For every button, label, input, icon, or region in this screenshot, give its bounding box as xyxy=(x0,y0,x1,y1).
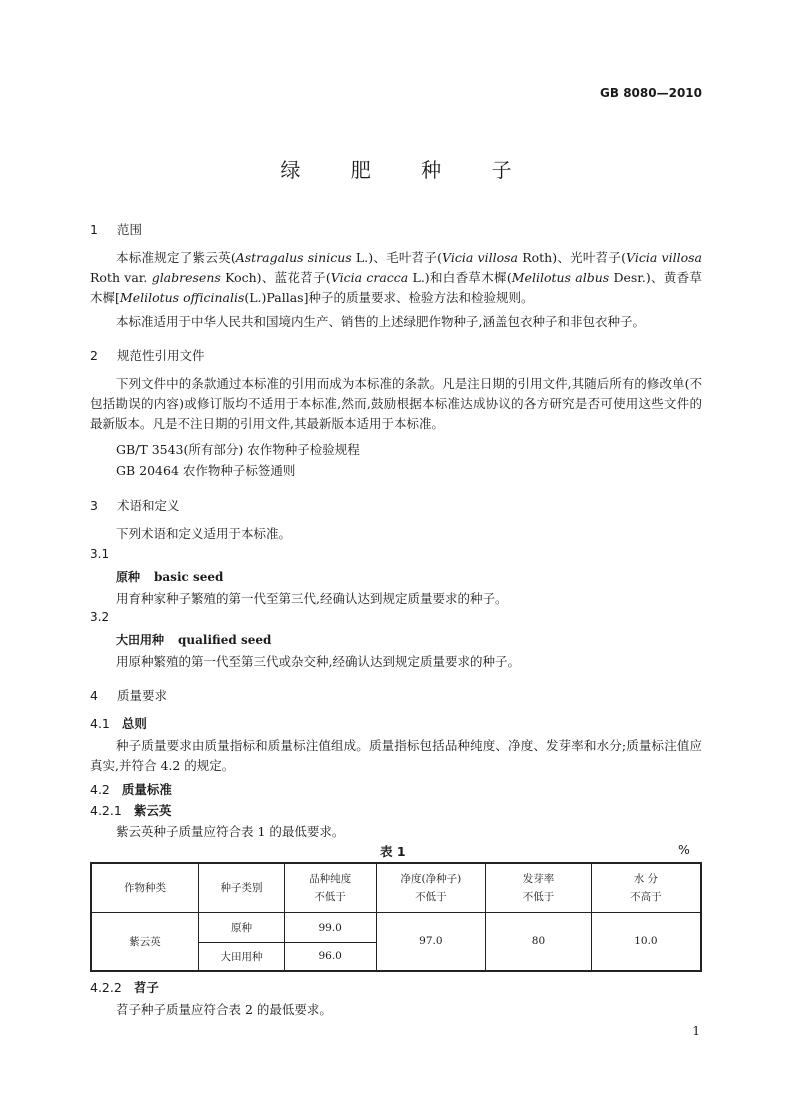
term-2-english: qualified seed xyxy=(178,633,272,647)
cell-cleanliness: 97.0 xyxy=(376,913,486,971)
standard-code: GB 8080—2010 xyxy=(600,86,702,100)
term-1-name xyxy=(116,568,223,585)
normative-reference-2: GB 20464 农作物种子标签通则 xyxy=(116,463,296,478)
term-2-chinese: 大田用种 xyxy=(116,633,165,647)
cell-seed-class: 大田用种 xyxy=(199,943,285,971)
section-1-paragraph-2: 本标准适用于中华人民共和国境内生产、销售的上述绿肥作物种子,涵盖包衣种子和非包衣种子。 xyxy=(116,314,645,329)
subsection-4-1-heading: 4.1 总则 xyxy=(90,716,147,731)
section-3-heading xyxy=(90,496,180,514)
subsection-4-2-1-paragraph: 紫云英种子质量应符合表 1 的最低要求。 xyxy=(116,824,345,839)
section-2-paragraph-1: 下列文件中的条款通过本标准的引用而成为本标准的条款。凡是注日期的引用文件,其随后所有的修改单(不包括勘误的内容)或修订版均不适用于本标准,然而,鼓励根据本标准达成协议的各方研究是否可使用这些文件的最新版本。凡是不注日期的引用文件,其最新版本适用于本标准。 xyxy=(90,376,702,431)
term-1-chinese: 原种 xyxy=(116,570,141,584)
term-1-number: 3.1 xyxy=(90,547,110,561)
table-row xyxy=(91,913,701,943)
table-1-caption: 表 1 xyxy=(380,844,406,859)
table-1 xyxy=(90,862,702,972)
subsection-4-1-paragraph: 种子质量要求由质量指标和质量标注值组成。质量指标包括品种纯度、净度、发芽率和水分;质量标注值应真实,并符合 4.2 的规定。 xyxy=(90,738,702,773)
subsection-4-2-1-heading: 4.2.1 紫云英 xyxy=(90,803,172,818)
cell-crop: 紫云英 xyxy=(91,913,199,971)
section-number: 2 xyxy=(90,348,98,363)
subsection-4-2-heading: 4.2 质量标准 xyxy=(90,782,172,797)
section-title: 质量要求 xyxy=(117,688,168,703)
section-number: 1 xyxy=(90,222,98,237)
section-3-intro: 下列术语和定义适用于本标准。 xyxy=(116,526,292,541)
section-title: 范围 xyxy=(117,222,143,237)
cell-seed-class: 原种 xyxy=(199,913,285,943)
page-number: 1 xyxy=(692,1024,700,1038)
term-2-number: 3.2 xyxy=(90,610,110,624)
section-4-heading xyxy=(90,686,167,704)
header-crop: 作物种类 xyxy=(91,863,199,913)
cell-purity: 99.0 xyxy=(284,913,376,943)
table-header-row xyxy=(91,863,701,913)
section-1-paragraph-1: 本标准规定了紫云英(Astragalus sinicus L.)、毛叶苕子(Vicia villosa Roth)、光叶苕子(Vicia villosa Roth var. glabresens Koch)、蓝花苕子(Vicia cracca L.)和白香草木樨(Melilotus albus Desr.)、黄香草木樨[Melilotus officinalis(L.)Pallas]种子的质量要求、检验方法和检验规则。 xyxy=(90,250,702,305)
header-germination: 发芽率 不低于 xyxy=(486,863,592,913)
document-title: 绿 肥 种 子 xyxy=(280,158,534,182)
header-cleanliness: 净度(净种子) 不低于 xyxy=(376,863,486,913)
section-1-heading xyxy=(90,220,142,238)
section-title: 术语和定义 xyxy=(117,498,180,513)
term-1-english: basic seed xyxy=(154,570,224,584)
table-1-unit: % xyxy=(678,842,690,857)
section-number: 4 xyxy=(90,688,98,703)
cell-purity: 96.0 xyxy=(284,943,376,971)
header-seed-class: 种子类别 xyxy=(199,863,285,913)
cell-germination: 80 xyxy=(486,913,592,971)
section-title: 规范性引用文件 xyxy=(117,348,205,363)
subsection-4-2-2-heading: 4.2.2 苕子 xyxy=(90,980,159,995)
cell-moisture: 10.0 xyxy=(591,913,701,971)
subsection-4-2-2-paragraph: 苕子种子质量应符合表 2 的最低要求。 xyxy=(116,1002,332,1017)
section-number: 3 xyxy=(90,498,98,513)
section-2-heading xyxy=(90,346,205,364)
header-purity: 品种纯度 不低于 xyxy=(284,863,376,913)
term-2-name xyxy=(116,631,271,648)
header-moisture: 水 分 不高于 xyxy=(591,863,701,913)
term-2-definition: 用原种繁殖的第一代至第三代或杂交种,经确认达到规定质量要求的种子。 xyxy=(116,654,520,669)
normative-reference-1: GB/T 3543(所有部分) 农作物种子检验规程 xyxy=(116,442,360,457)
term-1-definition: 用育种家种子繁殖的第一代至第三代,经确认达到规定质量要求的种子。 xyxy=(116,591,508,606)
